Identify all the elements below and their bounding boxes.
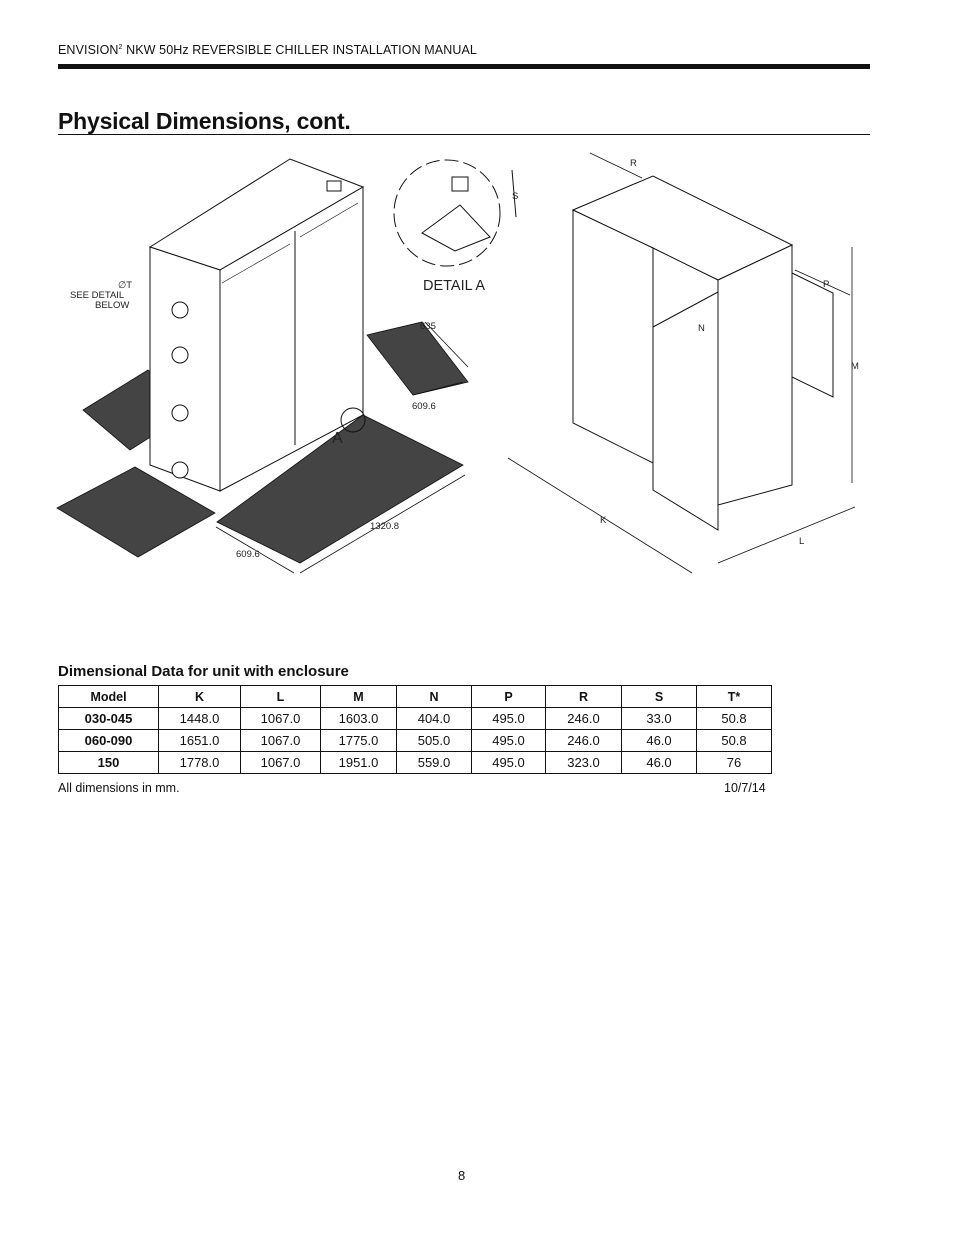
page-title: Physical Dimensions, cont.: [58, 108, 351, 134]
dim-609-6-right: 609.6: [412, 401, 436, 412]
label-k: K: [600, 515, 607, 526]
label-m: M: [851, 361, 859, 372]
table-cell: 030-045: [59, 708, 159, 730]
table-cell: 1067.0: [241, 752, 321, 774]
detail-bolt: [452, 177, 468, 191]
pipe-connection-icon: [172, 347, 188, 363]
table-row: [59, 708, 772, 730]
col-header: R: [546, 686, 622, 708]
detail-circle: [394, 160, 500, 266]
see-detail-label-2: BELOW: [95, 300, 130, 311]
table-title: Dimensional Data for unit with enclosure: [58, 663, 349, 680]
brand-superscript: 2: [118, 43, 123, 51]
table-row: [59, 752, 772, 774]
col-header: L: [241, 686, 321, 708]
col-header: T*: [697, 686, 772, 708]
see-detail-label: SEE DETAIL: [70, 290, 125, 301]
table-cell: 495.0: [472, 708, 546, 730]
table-cell: 246.0: [546, 708, 622, 730]
table-cell: 060-090: [59, 730, 159, 752]
table-cell: 46.0: [622, 752, 697, 774]
control-box: [718, 245, 792, 505]
open-door-left: [653, 292, 718, 530]
open-cabinet-side: [573, 210, 653, 463]
dim-1320-8: 1320.8: [370, 521, 400, 532]
dim-635: 635: [420, 321, 436, 332]
pipe-connection-icon: [172, 302, 188, 318]
top-port: [327, 181, 341, 191]
label-r: R: [630, 158, 637, 169]
callout-a: A: [332, 430, 343, 447]
dimension-figure: [50, 145, 880, 590]
table-cell: 323.0: [546, 752, 622, 774]
dim-609-6-left: 609.6: [236, 549, 260, 560]
table-cell: 33.0: [622, 708, 697, 730]
t-symbol-label: ∅T: [118, 280, 133, 291]
table-cell: 1067.0: [241, 708, 321, 730]
pipe-connection-icon: [172, 405, 188, 421]
header-rule: [58, 64, 870, 69]
table-cell: 1448.0: [159, 708, 241, 730]
dimensional-data-table: [58, 685, 772, 774]
pad-right-rear: [367, 322, 468, 395]
table-cell: 1951.0: [321, 752, 397, 774]
label-n: N: [698, 323, 705, 334]
table-cell: 76: [697, 752, 772, 774]
running-header: [58, 43, 477, 57]
col-header: M: [321, 686, 397, 708]
open-door-right: [792, 273, 833, 397]
cabinet-side: [150, 247, 220, 491]
table-cell: 404.0: [397, 708, 472, 730]
detail-a-view: [394, 160, 519, 266]
table-cell: 495.0: [472, 752, 546, 774]
table-cell: 150: [59, 752, 159, 774]
table-cell: 505.0: [397, 730, 472, 752]
table-header-row: [59, 686, 772, 708]
col-header: P: [472, 686, 546, 708]
col-header: Model: [59, 686, 159, 708]
table-cell: 1067.0: [241, 730, 321, 752]
table-cell: 1775.0: [321, 730, 397, 752]
table-cell: 50.8: [697, 730, 772, 752]
col-header: N: [397, 686, 472, 708]
title-rule: [58, 134, 870, 135]
pipe-connection-icon: [172, 462, 188, 478]
table-cell: 1651.0: [159, 730, 241, 752]
table-cell: 46.0: [622, 730, 697, 752]
page-number: 8: [458, 1168, 466, 1183]
brand-name: ENVISION: [58, 43, 119, 57]
table-cell: 559.0: [397, 752, 472, 774]
table-cell: 1778.0: [159, 752, 241, 774]
label-s: S: [512, 191, 519, 202]
units-note: All dimensions in mm.: [58, 781, 180, 795]
chiller-right-view: [545, 176, 833, 590]
manual-title: NKW 50Hz REVERSIBLE CHILLER INSTALLATION MANUAL: [122, 43, 477, 57]
table-cell: 50.8: [697, 708, 772, 730]
label-p: P: [823, 279, 830, 290]
table-cell: 246.0: [546, 730, 622, 752]
table-row: [59, 730, 772, 752]
detail-a-label: DETAIL A: [423, 278, 486, 294]
revision-date: 10/7/14: [724, 781, 766, 795]
col-header: K: [159, 686, 241, 708]
col-header: S: [622, 686, 697, 708]
table-cell: 1603.0: [321, 708, 397, 730]
label-l: L: [799, 536, 805, 547]
table-cell: 495.0: [472, 730, 546, 752]
